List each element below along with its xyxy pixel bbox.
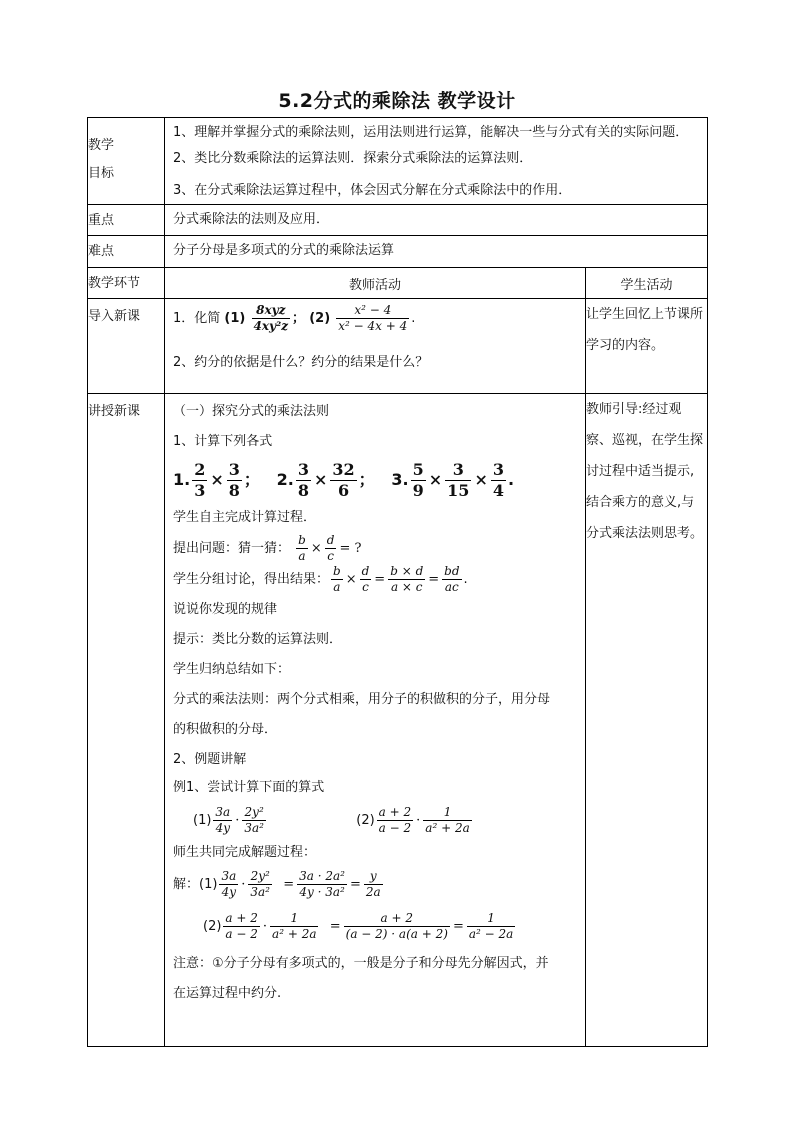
objective-item: 3、在分式乘除法运算过程中，体会因式分解在分式乘除法中的作用． <box>173 183 572 198</box>
objectives-label: 教学 目标 <box>88 118 165 205</box>
objectives-row <box>88 118 708 205</box>
calc-exercises: 1. $\frac{2}{3}$ × $\frac{3}{8}$ ； 2. $\frac{3}{8}$ × $\frac{32}{6}$ ； 3. $\frac{5}{9}$ × $\frac{3}{15}$ × $\frac{3}{4}$ . <box>173 460 515 500</box>
key-point-text: 分式乘除法的法则及应用． <box>165 205 708 236</box>
intro-student: 让学生回忆上节课所学习的内容。 <box>586 299 708 394</box>
key-point-label: 重点 <box>88 205 165 236</box>
hint: 提示：类比分数的运算法则． <box>173 632 343 647</box>
key-point-row <box>88 205 708 236</box>
header-teacher: 教师活动 <box>165 268 586 299</box>
header-student: 学生活动 <box>586 268 708 299</box>
say-rule: 说说你发现的规律 <box>173 602 278 617</box>
intro-row <box>88 299 708 394</box>
self-complete: 学生自主完成计算过程． <box>173 510 317 525</box>
objective-item: 1、理解并掌握分式的乘除法则，运用法则进行运算，能解决一些与分式有关的实际问题． <box>173 125 689 140</box>
objective-item: 2、类比分数乘除法的运算法则．探索分式乘除法的运算法则． <box>173 151 533 166</box>
group-result: 学生分组讨论，得出结果： $\frac{b}{a}$ × $\frac{d}{c}$ = $\frac{b \times d}{a \times c}$ = $\frac{bd}{ac}$ . <box>173 564 468 594</box>
intro-teacher <box>165 299 586 394</box>
intro-question-2: 2、约分的依据是什么？约分的结果是什么？ <box>173 355 429 370</box>
intro-stage: 导入新课 <box>88 299 165 394</box>
difficulty-row <box>88 236 708 268</box>
objectives-content <box>165 118 708 205</box>
lecture-stage: 讲授新课 <box>88 394 165 1047</box>
lecture-student: 教师引导:经过观察、巡视，在学生探讨过程中适当提示,结合乘方的意义,与分式乘法法则思考。 <box>586 394 708 1047</box>
section-heading: 2、例题讲解 <box>173 752 247 767</box>
rule-line: 的积做积的分母． <box>173 722 278 737</box>
lecture-teacher <box>165 394 586 1047</box>
solution-2: (2) $\frac{a + 2}{a - 2}$ · $\frac{1}{\text{a² + 2a}}$ = $\frac{a + 2}{(a - 2) \cdot a(a + 2)}$ = $\frac{1}{\text{a² − 2a}}$ <box>203 911 514 941</box>
example-problems: (1) $\frac{3a}{4y}$ · $\frac{\text{2y²}}{\text{3a²}}$ (2) $\frac{a + 2}{a - 2}$ · $\frac{1}{\text{a² + 2a}}$ <box>193 805 470 835</box>
section-heading: （一）探究分式的乘法法则 <box>173 404 330 419</box>
solution-1: 解：(1) $\frac{3a}{4y}$ · $\frac{\text{2y²}}{\text{3a²}}$ = $\frac{\text{3a · 2a²}}{\text{4y · 3a²}}$ = $\frac{y}{2a}$ <box>173 869 381 899</box>
summary: 学生归纳总结如下： <box>173 662 291 677</box>
fraction: $\frac{\text{x² − 4}}{\text{x² − 4x + 4}}$ <box>338 303 408 333</box>
calc-title: 1、计算下列各式 <box>173 434 273 449</box>
rule-line: 分式的乘法法则：两个分式相乘，用分子的积做积的分子，用分母 <box>173 692 551 707</box>
guess-question: 提出问题：猜一猜： $\frac{b}{a}$ × $\frac{d}{c}$ = ? <box>173 533 362 563</box>
note-line: 注意：①分子分母有多项式的，一般是分子和分母先分解因式，并 <box>173 956 549 971</box>
header-stage: 教学环节 <box>88 268 165 299</box>
together: 师生共同完成解题过程： <box>173 845 317 860</box>
page-title: 5.2分式的乘除法 教学设计 <box>278 90 516 112</box>
difficulty-text: 分子分母是多项式的分式的乘除法运算 <box>165 236 708 268</box>
note-line: 在运算过程中约分. <box>173 986 282 1001</box>
intro-question-1: 1．化简 (1) $\frac{\text{8xyz}}{\text{4xy²z}}$ ； (2) $\frac{\text{x² − 4}}{\text{x² − 4x + 4}}$ . <box>173 303 416 333</box>
difficulty-label: 难点 <box>88 236 165 268</box>
header-row <box>88 268 708 299</box>
lesson-plan-table <box>87 117 708 1047</box>
example-title: 例1、尝试计算下面的算式 <box>173 780 325 795</box>
fraction: $\frac{\text{8xyz}}{\text{4xy²z}}$ <box>253 303 289 333</box>
lecture-row <box>88 394 708 1047</box>
